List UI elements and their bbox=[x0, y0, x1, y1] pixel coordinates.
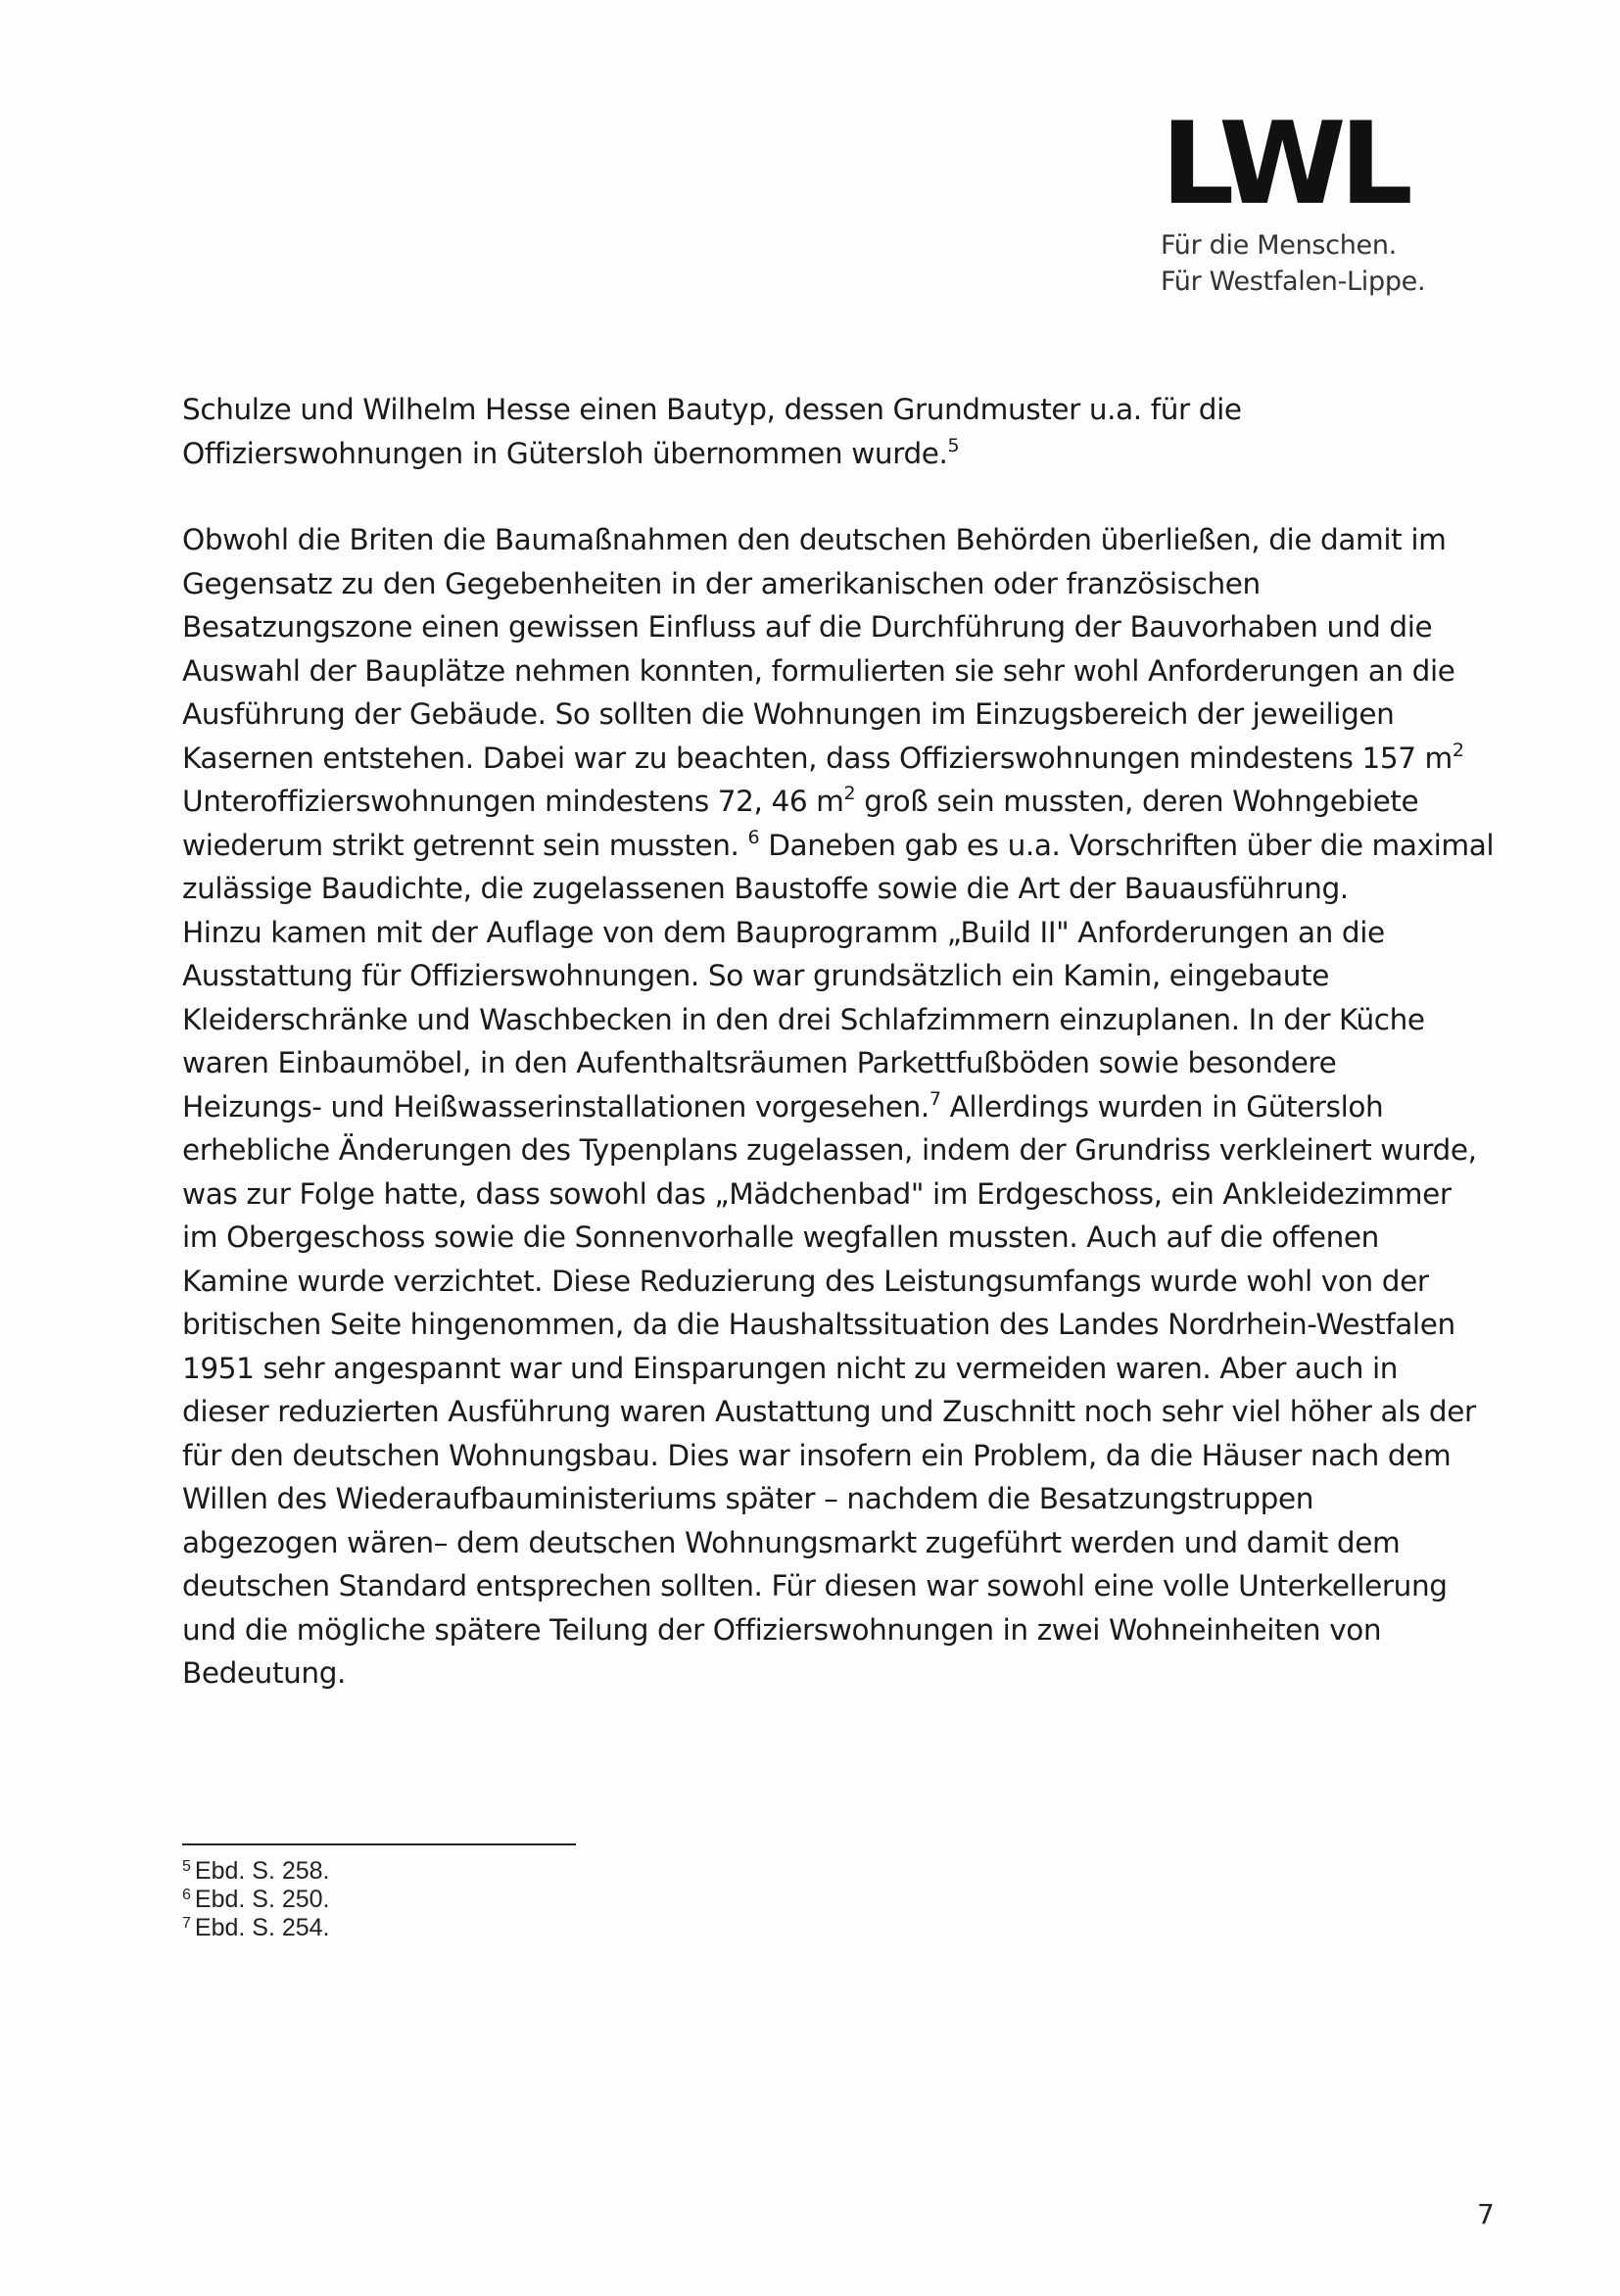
text-line: Kamine wurde verzichtet. Diese Reduzierung des Leistungsumfangs wurde wohl von der bbox=[182, 1264, 1429, 1298]
paragraph-1 bbox=[182, 388, 1514, 475]
text-line: und die mögliche spätere Teilung der Offizierswohnungen in zwei Wohneinheiten von bbox=[182, 1612, 1382, 1647]
text-line: 1951 sehr angespannt war und Einsparungen nicht zu vermeiden waren. Aber auch in bbox=[182, 1351, 1399, 1385]
paragraph-2 bbox=[182, 518, 1514, 1696]
text-line: Obwohl die Briten die Baumaßnahmen den deutschen Behörden überließen, die damit im bbox=[182, 523, 1447, 556]
text-line: Willen des Wiederaufbauministeriums später – nachdem die Besatzungstruppen bbox=[182, 1482, 1314, 1515]
text-line: abgezogen wären– dem deutschen Wohnungsmarkt zugeführt werden und damit dem bbox=[182, 1525, 1401, 1559]
text-line: Unteroffizierswohnungen mindestens 72, 46 $m^2$ groß sein mussten, deren Wohngebiete bbox=[182, 783, 1419, 818]
text-line: dieser reduzierten Ausführung waren Austattung und Zuschnitt noch sehr viel höher als der bbox=[182, 1395, 1476, 1428]
footnote-7: $^7$ Ebd. S. 254. bbox=[182, 1914, 330, 1941]
footnote-ref-5: 5 bbox=[947, 434, 960, 456]
footnote-separator bbox=[182, 1843, 576, 1845]
text-line: Ausstattung für Offizierswohnungen. So war grundsätzlich ein Kamin, eingebaute bbox=[182, 959, 1329, 992]
text-line: deutschen Standard entsprechen sollten. Für diesen war sowohl eine volle Unterkellerung bbox=[182, 1569, 1448, 1602]
footnote-ref-7: 7 bbox=[929, 1087, 941, 1110]
text-line: britischen Seite hingenommen, da die Haushaltssituation des Landes Nordrhein-Westfalen bbox=[182, 1308, 1455, 1341]
lwl-logo bbox=[1161, 98, 1454, 300]
text-line: Besatzungszone einen gewissen Einfluss auf die Durchführung der Bauvorhaben und die bbox=[182, 610, 1433, 644]
text-line: erhebliche Änderungen des Typenplans zugelassen, indem der Grundriss verkleinert wurde, bbox=[182, 1133, 1477, 1167]
text-line: Kleiderschränke und Waschbecken in den drei Schlafzimmern einzuplanen. In der Küche bbox=[182, 1002, 1425, 1036]
text-line: Offizierswohnungen in Gütersloh übernommen wurde.$^5$ bbox=[182, 434, 960, 470]
text-line: Schulze und Wilhelm Hesse einen Bautyp, dessen Grundmuster u.a. für die bbox=[182, 393, 1242, 426]
text-line: Hinzu kamen mit der Auflage von dem Bauprogramm „Build II" Anforderungen an die bbox=[182, 915, 1385, 949]
logo-tagline-line1: Für die Menschen. bbox=[1161, 230, 1397, 261]
text-line: was zur Folge hatte, dass sowohl das „Mädchenbad" im Erdgeschoss, ein Ankleidezimmer bbox=[182, 1176, 1452, 1211]
text-line: Ausführung der Gebäude. So sollten die Wohnungen im Einzugsbereich der jeweiligen bbox=[182, 697, 1395, 731]
text-line: Gegensatz zu den Gegebenheiten in der amerikanischen oder französischen bbox=[182, 566, 1261, 600]
superscript-squared: 2 bbox=[843, 783, 856, 804]
footnote-5: $^5$ Ebd. S. 258. bbox=[182, 1857, 330, 1885]
text-line: Auswahl der Bauplätze nehmen konnten, formulierten sie sehr wohl Anforderungen an die bbox=[182, 653, 1455, 688]
text-line: Bedeutung. bbox=[182, 1656, 347, 1690]
footnote-6: $^6$ Ebd. S. 250. bbox=[182, 1886, 330, 1913]
logo-tagline-line2: Für Westfalen-Lippe. bbox=[1161, 266, 1426, 297]
text-line: für den deutschen Wohnungsbau. Dies war insofern ein Problem, da die Häuser nach dem bbox=[182, 1438, 1452, 1472]
lwl-logo-mark: LWL bbox=[1161, 98, 1406, 230]
text-line: wiederum strikt getrennt sein mussten. $^6$ Daneben gab es u.a. Vorschriften über die maximal bbox=[182, 826, 1495, 862]
text-line: waren Einbaumöbel, in den Aufenthaltsräumen Parkettfußböden sowie besondere bbox=[182, 1046, 1337, 1079]
text-line: Heizungs- und Heißwasserinstallationen vorgesehen.$^7$ Allerdings wurden in Gütersloh bbox=[182, 1087, 1384, 1124]
text-line: zulässige Baudichte, die zugelassenen Baustoffe sowie die Art der Bauausführung. bbox=[182, 872, 1349, 905]
superscript-squared: 2 bbox=[1452, 739, 1464, 761]
page-number: 7 bbox=[1477, 2198, 1495, 2230]
body-text bbox=[182, 388, 1514, 1696]
text-line: Kasernen entstehen. Dabei war zu beachten, dass Offizierswohnungen mindestens 157 $m^2$ bbox=[182, 739, 1464, 775]
text-line: im Obergeschoss sowie die Sonnenvorhalle wegfallen mussten. Auch auf die offenen bbox=[182, 1220, 1379, 1254]
footnotes bbox=[182, 1857, 330, 1942]
footnote-ref-6: 6 bbox=[747, 826, 760, 848]
